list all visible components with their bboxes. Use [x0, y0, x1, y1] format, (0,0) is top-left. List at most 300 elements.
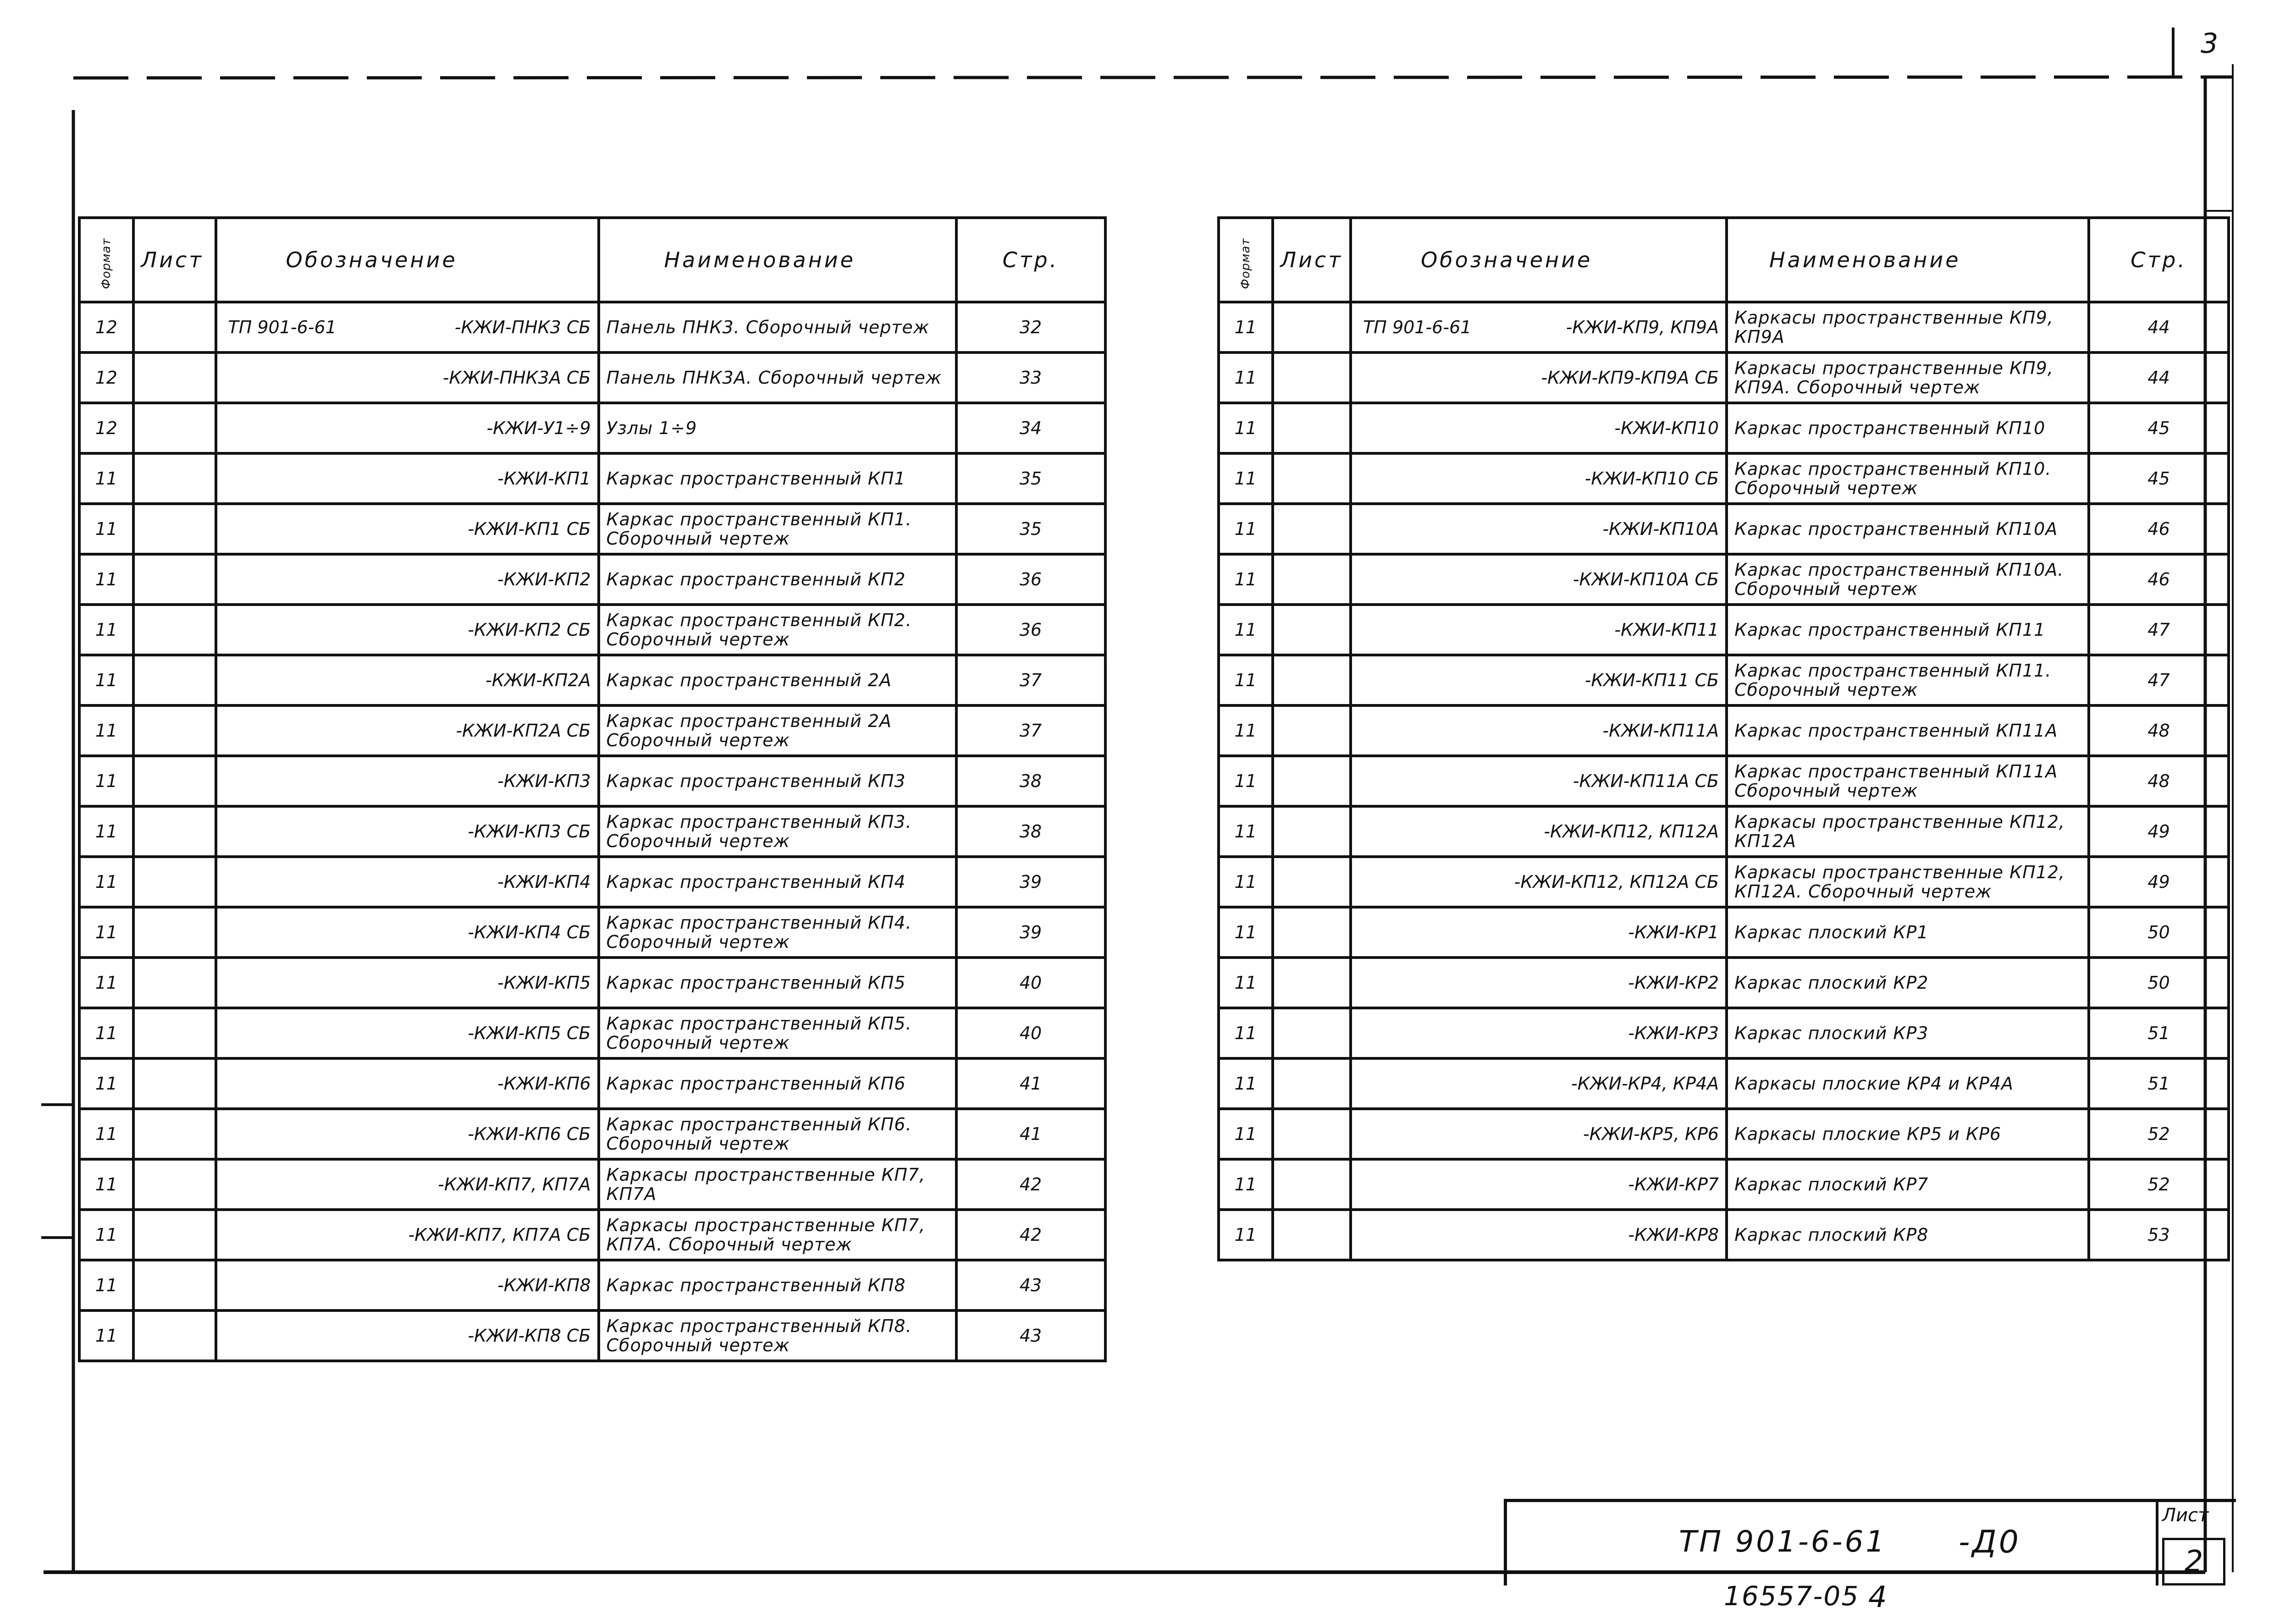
header-sheet: Лист: [133, 218, 216, 302]
name-cell: Каркасы пространственные КП12, КП12А. Сборочный чертеж: [1727, 857, 2089, 907]
designation-code: -КЖИ-ПНК3А СБ: [442, 368, 591, 388]
sheet-cell: [1273, 1159, 1351, 1210]
header-page: Стр.: [2089, 218, 2229, 302]
format-cell: 11: [79, 655, 133, 705]
designation-cell: [1351, 1210, 1727, 1260]
page-cell: 46: [2089, 554, 2229, 605]
name-cell: Каркас пространственный КП6: [599, 1058, 956, 1109]
designation-cell: [216, 504, 599, 554]
page-cell: 53: [2089, 1210, 2229, 1260]
page-cell: 52: [2089, 1159, 2229, 1210]
header-sheet: Лист: [1273, 218, 1351, 302]
sheet-cell: [133, 1260, 216, 1310]
table-row: [79, 1058, 1105, 1109]
designation-cell: [216, 1058, 599, 1109]
header-format: Формат: [79, 218, 133, 302]
sheet-cell: [1273, 1210, 1351, 1260]
name-cell: Каркасы пространственные КП9, КП9А: [1727, 302, 2089, 352]
designation-cell: [216, 453, 599, 504]
format-cell: 11: [1219, 958, 1273, 1008]
page-cell: 36: [956, 605, 1105, 655]
designation-code: -КЖИ-КП11А: [1602, 721, 1719, 741]
inventory-page: 4: [1868, 1580, 1887, 1614]
sheet-cell: [133, 1159, 216, 1210]
designation-cell: [216, 554, 599, 605]
format-cell: 11: [1219, 705, 1273, 756]
designation-cell: [216, 655, 599, 705]
format-cell: 11: [79, 1058, 133, 1109]
designation-code: -КЖИ-У1÷9: [486, 418, 591, 438]
designation-code: -КЖИ-КП6: [497, 1073, 591, 1094]
name-cell: Каркасы пространственные КП9, КП9А. Сборочный чертеж: [1727, 352, 2089, 403]
designation-code: -КЖИ-КП8: [497, 1275, 591, 1295]
name-cell: Каркас пространственный КП10: [1727, 403, 2089, 453]
header-name: Наименование: [1727, 218, 2089, 302]
page-cell: 48: [2089, 705, 2229, 756]
sheet-cell: [133, 806, 216, 857]
designation-cell: [1351, 756, 1727, 806]
designation-cell: [1351, 504, 1727, 554]
format-cell: 11: [79, 504, 133, 554]
page-cell: 44: [2089, 352, 2229, 403]
table-row: [1219, 504, 2229, 554]
format-cell: 11: [79, 907, 133, 958]
format-cell: 11: [79, 1159, 133, 1210]
designation-cell: [216, 1109, 599, 1159]
page-cell: 49: [2089, 857, 2229, 907]
sheet-cell: [133, 605, 216, 655]
page-cell: 35: [956, 504, 1105, 554]
name-cell: Каркас пространственный КП11: [1727, 605, 2089, 655]
format-cell: 11: [1219, 806, 1273, 857]
sheet-cell: [1273, 907, 1351, 958]
sheet-cell: [1273, 554, 1351, 605]
sheet-cell: [133, 453, 216, 504]
designation-code: -КЖИ-КП10А СБ: [1573, 569, 1719, 589]
table-row: [79, 1260, 1105, 1310]
name-cell: Каркас пространственный КП3: [599, 756, 956, 806]
sheet-cell: [133, 1210, 216, 1260]
table-row: [1219, 1058, 2229, 1109]
designation-code: -КЖИ-КП4 СБ: [468, 922, 591, 942]
page-cell: 41: [956, 1109, 1105, 1159]
designation-cell: [216, 403, 599, 453]
name-cell: Каркас плоский КР8: [1727, 1210, 2089, 1260]
page-cell: 51: [2089, 1008, 2229, 1058]
format-cell: 11: [79, 756, 133, 806]
page-cell: 44: [2089, 302, 2229, 352]
sheet-cell: [1273, 806, 1351, 857]
sheet-cell: [1273, 302, 1351, 352]
name-cell: Каркас плоский КР1: [1727, 907, 2089, 958]
designation-code: -КЖИ-КР2: [1628, 973, 1719, 993]
table-row: [1219, 554, 2229, 605]
page-cell: 38: [956, 756, 1105, 806]
designation-cell: [216, 1310, 599, 1361]
designation-cell: [1351, 1008, 1727, 1058]
format-cell: 11: [79, 705, 133, 756]
designation-cell: [1351, 857, 1727, 907]
format-cell: 11: [1219, 605, 1273, 655]
sheet-label: Лист: [2162, 1505, 2209, 1526]
format-cell: 11: [1219, 403, 1273, 453]
header-name: Наименование: [599, 218, 956, 302]
sheet-cell: [133, 1008, 216, 1058]
name-cell: Панель ПНК3А. Сборочный чертеж: [599, 352, 956, 403]
sheet-cell: [133, 1310, 216, 1361]
table-row: [1219, 958, 2229, 1008]
name-cell: Каркасы пространственные КП7, КП7А: [599, 1159, 956, 1210]
designation-cell: [216, 958, 599, 1008]
page-cell: 35: [956, 453, 1105, 504]
sheet-cell: [1273, 705, 1351, 756]
name-cell: Каркас плоский КР3: [1727, 1008, 2089, 1058]
table-row: [79, 756, 1105, 806]
sheet-cell: [133, 302, 216, 352]
designation-code: -КЖИ-КП6 СБ: [468, 1124, 591, 1144]
name-cell: Каркасы пространственные КП7, КП7А. Сборочный чертеж: [599, 1210, 956, 1260]
sheet-cell: [133, 857, 216, 907]
designation-cell: [216, 605, 599, 655]
name-cell: Каркас плоский КР2: [1727, 958, 2089, 1008]
page-cell: 45: [2089, 453, 2229, 504]
designation-code: -КЖИ-КП2А: [486, 670, 591, 690]
designation-code: -КЖИ-КП8 СБ: [468, 1326, 591, 1346]
page-cell: 50: [2089, 958, 2229, 1008]
page-cell: 43: [956, 1260, 1105, 1310]
sheet-cell: [133, 403, 216, 453]
name-cell: Каркас плоский КР7: [1727, 1159, 2089, 1210]
name-cell: Каркас пространственный КП4. Сборочный чертеж: [599, 907, 956, 958]
corner-mark: 3: [2201, 28, 2219, 60]
designation-code: -КЖИ-ПНК3 СБ: [454, 317, 591, 337]
table-row: [79, 605, 1105, 655]
inventory-number: 16557-05: [1724, 1580, 1860, 1612]
designation-cell: [216, 1008, 599, 1058]
table-row: [79, 1109, 1105, 1159]
name-cell: Каркас пространственный КП11А Сборочный чертеж: [1727, 756, 2089, 806]
table-row: [79, 1210, 1105, 1260]
designation-code: -КЖИ-КП9-КП9А СБ: [1541, 368, 1719, 388]
left-contents-table: [78, 216, 1107, 1362]
sheet-cell: [133, 1058, 216, 1109]
table-row: [79, 504, 1105, 554]
name-cell: Каркас пространственный КП6. Сборочный чертеж: [599, 1109, 956, 1159]
page-cell: 34: [956, 403, 1105, 453]
page-cell: 48: [2089, 756, 2229, 806]
table-row: [79, 907, 1105, 958]
designation-cell: [1351, 1109, 1727, 1159]
name-cell: Каркас пространственный КП3. Сборочный чертеж: [599, 806, 956, 857]
page-cell: 32: [956, 302, 1105, 352]
format-cell: 12: [79, 302, 133, 352]
designation-code: -КЖИ-КР1: [1628, 922, 1719, 942]
designation-cell: [1351, 352, 1727, 403]
format-cell: 11: [79, 605, 133, 655]
designation-code: -КЖИ-КП11А СБ: [1573, 771, 1719, 791]
format-cell: 11: [1219, 302, 1273, 352]
designation-cell: [216, 705, 599, 756]
table-row: [79, 806, 1105, 857]
page-cell: 47: [2089, 655, 2229, 705]
designation-code: -КЖИ-КП10 СБ: [1584, 468, 1719, 489]
designation-code: -КЖИ-КП11: [1614, 620, 1719, 640]
designation-cell: [216, 806, 599, 857]
name-cell: Каркас пространственный КП1: [599, 453, 956, 504]
sheet-cell: [1273, 453, 1351, 504]
format-cell: 11: [1219, 554, 1273, 605]
table-row: [79, 1008, 1105, 1058]
format-cell: 11: [79, 1260, 133, 1310]
sheet-cell: [1273, 605, 1351, 655]
sheet-cell: [1273, 403, 1351, 453]
format-cell: 11: [79, 1008, 133, 1058]
page-cell: 38: [956, 806, 1105, 857]
sheet-cell: [1273, 1058, 1351, 1109]
designation-cell: [216, 1260, 599, 1310]
designation-cell: [1351, 1159, 1727, 1210]
name-cell: Каркас пространственный 2А Сборочный чертеж: [599, 705, 956, 756]
sheet-cell: [1273, 504, 1351, 554]
table-row: [79, 352, 1105, 403]
table-row: [1219, 907, 2229, 958]
designation-code: -КЖИ-КР8: [1628, 1225, 1719, 1245]
table-row: [1219, 756, 2229, 806]
format-cell: 11: [1219, 907, 1273, 958]
name-cell: Узлы 1÷9: [599, 403, 956, 453]
sheet-cell: [133, 554, 216, 605]
designation-cell: [216, 907, 599, 958]
designation-cell: [1351, 1058, 1727, 1109]
designation-cell: [1351, 453, 1727, 504]
format-cell: 11: [79, 958, 133, 1008]
table-row: [1219, 806, 2229, 857]
designation-cell: [216, 1210, 599, 1260]
designation-code: -КЖИ-КР7: [1628, 1174, 1719, 1195]
designation-cell: [1351, 907, 1727, 958]
designation-code: -КЖИ-КР5, КР6: [1583, 1124, 1719, 1144]
name-cell: Каркас пространственный КП11. Сборочный чертеж: [1727, 655, 2089, 705]
name-cell: Каркасы плоские КР4 и КР4А: [1727, 1058, 2089, 1109]
table-row: [79, 302, 1105, 352]
name-cell: Каркас пространственный КП8: [599, 1260, 956, 1310]
format-cell: 11: [79, 453, 133, 504]
document-suffix: -Д0: [1959, 1524, 2021, 1560]
designation-cell: [1351, 655, 1727, 705]
format-cell: 12: [79, 352, 133, 403]
sheet-cell: [1273, 655, 1351, 705]
format-cell: 11: [1219, 1159, 1273, 1210]
page-cell: 40: [956, 1008, 1105, 1058]
page-cell: 49: [2089, 806, 2229, 857]
designation-code: -КЖИ-КП3 СБ: [468, 821, 591, 842]
sheet-cell: [133, 958, 216, 1008]
table-row: [79, 857, 1105, 907]
table-row: [1219, 403, 2229, 453]
sheet-cell: [133, 504, 216, 554]
name-cell: Каркас пространственный 2А: [599, 655, 956, 705]
header-format: Формат: [1219, 218, 1273, 302]
right-table-body: [1219, 302, 2229, 1260]
designation-code: -КЖИ-КП1: [497, 468, 591, 489]
table-row: [1219, 857, 2229, 907]
table-row: [1219, 352, 2229, 403]
page-cell: 42: [956, 1159, 1105, 1210]
designation-cell: [216, 302, 599, 352]
page-cell: 37: [956, 705, 1105, 756]
sheet-cell: [133, 756, 216, 806]
format-cell: 11: [1219, 655, 1273, 705]
page-cell: 46: [2089, 504, 2229, 554]
sheet-cell: [133, 705, 216, 756]
page-cell: 43: [956, 1310, 1105, 1361]
sheet-cell: [1273, 958, 1351, 1008]
sheet-cell: [133, 1109, 216, 1159]
page-cell: 41: [956, 1058, 1105, 1109]
sheet-cell: [2156, 1502, 2239, 1585]
designation-code: -КЖИ-КП3: [497, 771, 591, 791]
designation-cell: [1351, 302, 1727, 352]
designation-code: -КЖИ-КП10: [1614, 418, 1719, 438]
format-cell: 11: [79, 554, 133, 605]
right-contents-table: [1217, 216, 2230, 1261]
header-page: Стр.: [956, 218, 1105, 302]
designation-code: -КЖИ-КП7, КП7А: [438, 1174, 591, 1195]
table-row: [1219, 655, 2229, 705]
page-cell: 39: [956, 907, 1105, 958]
header-designation: Обозначение: [1351, 218, 1727, 302]
table-row: [79, 1159, 1105, 1210]
designation-cell: [1351, 605, 1727, 655]
format-cell: 11: [79, 1109, 133, 1159]
designation-code: -КЖИ-КП11 СБ: [1584, 670, 1719, 690]
designation-code: -КЖИ-КП4: [497, 872, 591, 892]
name-cell: Каркас пространственный КП1. Сборочный чертеж: [599, 504, 956, 554]
sheet-cell: [1273, 352, 1351, 403]
table-row: [1219, 1109, 2229, 1159]
format-cell: 11: [1219, 1008, 1273, 1058]
designation-code: -КЖИ-КП2А СБ: [456, 721, 591, 741]
designation-code: -КЖИ-КР4, КР4А: [1571, 1073, 1719, 1094]
table-row: [79, 554, 1105, 605]
designation-cell: [216, 352, 599, 403]
name-cell: Каркас пространственный КП4: [599, 857, 956, 907]
right-header-row: [1219, 218, 2229, 302]
designation-code: -КЖИ-КП5 СБ: [468, 1023, 591, 1043]
name-cell: Каркас пространственный КП10А. Сборочный чертеж: [1727, 554, 2089, 605]
page-cell: 36: [956, 554, 1105, 605]
format-cell: 11: [1219, 756, 1273, 806]
page-cell: 33: [956, 352, 1105, 403]
designation-code: -КЖИ-КП12, КП12А СБ: [1514, 872, 1719, 892]
format-cell: 11: [1219, 857, 1273, 907]
designation-cell: [1351, 705, 1727, 756]
designation-cell: [1351, 554, 1727, 605]
table-row: [79, 403, 1105, 453]
table-row: [1219, 1210, 2229, 1260]
format-cell: 11: [1219, 1058, 1273, 1109]
page-cell: 37: [956, 655, 1105, 705]
designation-code: -КЖИ-КП2: [497, 569, 591, 589]
left-table: [78, 216, 1107, 1362]
table-row: [79, 705, 1105, 756]
table-row: [1219, 705, 2229, 756]
table-row: [1219, 605, 2229, 655]
designation-cell: [1351, 958, 1727, 1008]
page-cell: 42: [956, 1210, 1105, 1260]
designation-cell: [216, 1159, 599, 1210]
page-cell: 40: [956, 958, 1105, 1008]
table-row: [1219, 1008, 2229, 1058]
designation-code: -КЖИ-КП10А: [1602, 519, 1719, 539]
format-cell: 11: [79, 857, 133, 907]
table-row: [1219, 1159, 2229, 1210]
sheet-cell: [1273, 857, 1351, 907]
header-designation: Обозначение: [216, 218, 599, 302]
sheet-cell: [133, 352, 216, 403]
name-cell: Каркас пространственный КП10А: [1727, 504, 2089, 554]
name-cell: Каркасы пространственные КП12, КП12А: [1727, 806, 2089, 857]
format-cell: 12: [79, 403, 133, 453]
page-cell: 39: [956, 857, 1105, 907]
format-cell: 11: [79, 1310, 133, 1361]
page-cell: 47: [2089, 605, 2229, 655]
designation-prefix: ТП 901-6-61: [228, 317, 337, 337]
table-row: [79, 958, 1105, 1008]
designation-code: -КЖИ-КП1 СБ: [468, 519, 591, 539]
table-row: [79, 655, 1105, 705]
name-cell: Каркас пространственный КП2. Сборочный чертеж: [599, 605, 956, 655]
sheet-cell: [1273, 1109, 1351, 1159]
designation-cell: [216, 756, 599, 806]
designation-cell: [1351, 403, 1727, 453]
sheet-cell: [133, 907, 216, 958]
designation-code: -КЖИ-КП5: [497, 973, 591, 993]
right-table: [1217, 216, 2230, 1261]
designation-code: -КЖИ-КР3: [1628, 1023, 1719, 1043]
table-row: [1219, 302, 2229, 352]
designation-code: -КЖИ-КП12, КП12А: [1544, 821, 1719, 842]
page-cell: 45: [2089, 403, 2229, 453]
name-cell: Каркасы плоские КР5 и КР6: [1727, 1109, 2089, 1159]
designation-cell: [216, 857, 599, 907]
left-table-body: [79, 302, 1105, 1361]
sheet-cell: [133, 655, 216, 705]
format-cell: 11: [1219, 1210, 1273, 1260]
name-cell: Каркас пространственный КП8. Сборочный чертеж: [599, 1310, 956, 1361]
sheet-cell: [1273, 756, 1351, 806]
table-row: [79, 453, 1105, 504]
name-cell: Каркас пространственный КП5. Сборочный чертеж: [599, 1008, 956, 1058]
designation-code: -КЖИ-КП2 СБ: [468, 620, 591, 640]
name-cell: Каркас пространственный КП2: [599, 554, 956, 605]
document-code: ТП 901-6-61: [1679, 1525, 1887, 1559]
name-cell: Каркас пространственный КП5: [599, 958, 956, 1008]
sheet-cell: [1273, 1008, 1351, 1058]
title-block: [1504, 1499, 2236, 1585]
page-cell: 51: [2089, 1058, 2229, 1109]
designation-cell: [1351, 806, 1727, 857]
designation-code: -КЖИ-КП7, КП7А СБ: [408, 1225, 591, 1245]
format-cell: 11: [1219, 504, 1273, 554]
name-cell: Каркас пространственный КП11А: [1727, 705, 2089, 756]
page-cell: 50: [2089, 907, 2229, 958]
format-cell: 11: [79, 806, 133, 857]
format-cell: 11: [1219, 1109, 1273, 1159]
format-cell: 11: [79, 1210, 133, 1260]
name-cell: Каркас пространственный КП10. Сборочный чертеж: [1727, 453, 2089, 504]
table-row: [1219, 453, 2229, 504]
